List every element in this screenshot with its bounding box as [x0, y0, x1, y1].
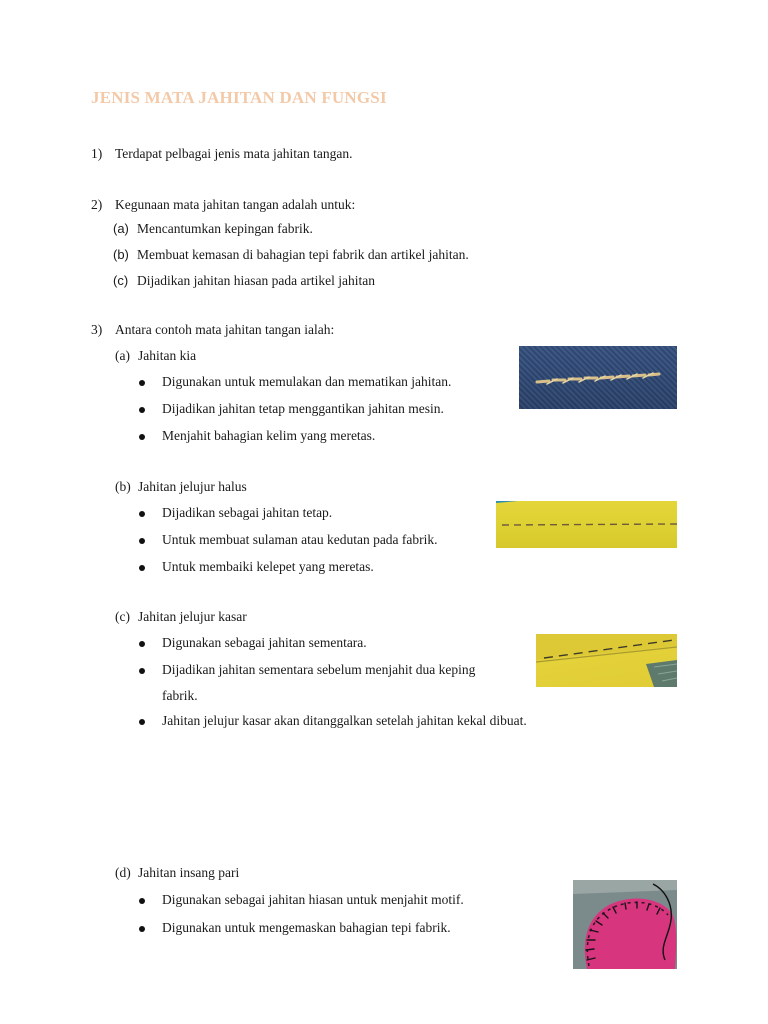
stitch-label: (b)	[115, 479, 131, 494]
bullet-text-continued: fabrik.	[162, 688, 198, 703]
stitch-name: Jahitan jelujur kasar	[138, 609, 247, 624]
bullet-text: Digunakan sebagai jahitan sementara.	[162, 635, 367, 650]
bullet-text: Dijadikan jahitan tetap menggantikan jahitan mesin.	[162, 401, 444, 416]
item-number: 1)	[91, 146, 103, 161]
bullet-text: Untuk membaiki kelepet yang meretas.	[162, 559, 374, 574]
bullet-icon	[139, 434, 145, 440]
denim-backstitch-photo	[519, 346, 677, 409]
sub-label: (b)	[113, 247, 129, 262]
stitch-label: (a)	[115, 348, 130, 363]
stitch-name: Jahitan insang pari	[138, 865, 240, 880]
bullet-icon	[139, 719, 145, 725]
bullet-icon	[139, 898, 145, 904]
bullet-icon	[139, 565, 145, 571]
bullet-text: Jahitan jelujur kasar akan ditanggalkan setelah jahitan kekal dibuat.	[162, 713, 527, 728]
bullet-text: Digunakan sebagai jahitan hiasan untuk menjahit motif.	[162, 892, 464, 907]
bullet-text: Menjahit bahagian kelim yang meretas.	[162, 428, 376, 443]
stitch-label: (d)	[115, 865, 131, 880]
yellow-basting-stitch-photo	[536, 634, 677, 687]
sub-label: (c)	[113, 273, 129, 288]
bullet-text: Dijadikan sebagai jahitan tetap.	[162, 505, 333, 520]
item-text: Kegunaan mata jahitan tangan adalah untuk:	[115, 197, 356, 212]
bullet-icon	[139, 668, 145, 674]
yellow-running-stitch-photo	[496, 501, 677, 548]
item-text: Terdapat pelbagai jenis mata jahitan tangan.	[115, 146, 353, 161]
bullet-icon	[139, 407, 145, 413]
pink-felt-blanket-stitch-photo	[573, 880, 677, 969]
stitch-name: Jahitan jelujur halus	[138, 479, 247, 494]
stitch-label: (c)	[115, 609, 130, 624]
item-text: Antara contoh mata jahitan tangan ialah:	[115, 322, 335, 337]
sub-text: Membuat kemasan di bahagian tepi fabrik dan artikel jahitan.	[137, 247, 469, 262]
sub-text: Dijadikan jahitan hiasan pada artikel jahitan	[137, 273, 376, 288]
bullet-icon	[139, 511, 145, 517]
bullet-icon	[139, 641, 145, 647]
bullet-icon	[139, 380, 145, 386]
bullet-text: Digunakan untuk mengemaskan bahagian tepi fabrik.	[162, 920, 451, 935]
stitch-name: Jahitan kia	[138, 348, 197, 363]
bullet-icon	[139, 926, 145, 932]
bullet-text: Digunakan untuk memulakan dan mematikan jahitan.	[162, 374, 452, 389]
item-number: 2)	[91, 197, 103, 212]
sub-label: (a)	[113, 221, 129, 236]
item-number: 3)	[91, 322, 103, 337]
sub-text: Mencantumkan kepingan fabrik.	[137, 221, 313, 236]
page-title: JENIS MATA JAHITAN DAN FUNGSI	[91, 88, 387, 107]
bullet-text: Untuk membuat sulaman atau kedutan pada fabrik.	[162, 532, 438, 547]
bullet-text: Dijadikan jahitan sementara sebelum menjahit dua keping	[162, 662, 476, 677]
bullet-icon	[139, 538, 145, 544]
